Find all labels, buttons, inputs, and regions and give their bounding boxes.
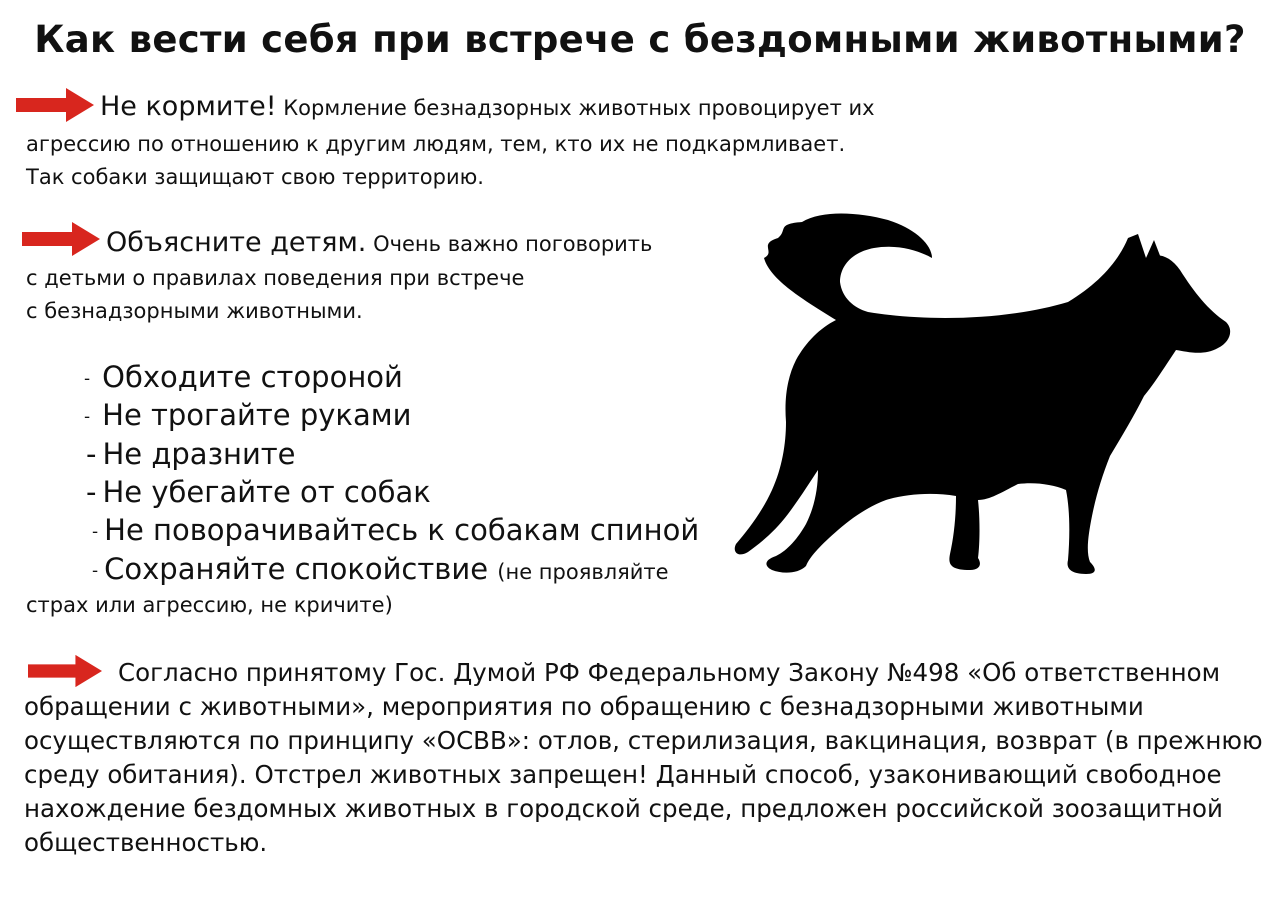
rule-item: - Обходите стороной bbox=[84, 360, 403, 394]
law-text: Согласно принятому Гос. Думой РФ Федеральному Закону №498 «Об ответственном обращении с животными», мероприятия по обращению с безнадзорными животными осуществляются по принципу «ОСВВ»: отлов, стерилизация, вакцинация, возврат (в прежнюю среду обитания). Отстрел животных запрещен! Данный способ, узаконивающий свободное нахождение бездомных животных в городской среде, предложен российской зоозащитной общественностью. bbox=[24, 658, 1263, 857]
children-text-3: с безнадзорными животными. bbox=[26, 299, 363, 323]
not-feed-text-3: Так собаки защищают свою территорию. bbox=[26, 165, 484, 189]
children-text-2: с детьми о правилах поведения при встрече bbox=[26, 266, 525, 290]
children-text-1: Очень важно поговорить bbox=[373, 232, 653, 256]
calm-note: (не проявляйте bbox=[497, 560, 669, 584]
rule-item: - Сохраняйте спокойствие (не проявляйте bbox=[92, 552, 669, 586]
page-title: Как вести себя при встрече с бездомными животными? bbox=[34, 18, 1246, 61]
rule-item: - Не убегайте от собак bbox=[86, 475, 431, 509]
arrow-right-icon bbox=[22, 222, 100, 256]
not-feed-heading: Не кормите! bbox=[100, 91, 277, 122]
calm-note-continued: страх или агрессию, не кричите) bbox=[26, 593, 393, 617]
rule-item: - Не поворачивайтесь к собакам спиной bbox=[92, 513, 700, 547]
not-feed-text-2: агрессию по отношению к другим людям, тем, кто их не подкармливает. bbox=[26, 132, 846, 156]
block-not-feed-line1 bbox=[100, 91, 875, 124]
children-heading: Объясните детям. bbox=[106, 227, 367, 258]
rule-item: - Не дразните bbox=[86, 437, 296, 471]
not-feed-text-1: Кормление безнадзорных животных провоцирует их bbox=[283, 96, 875, 120]
block-children-line1 bbox=[106, 227, 652, 260]
rule-item: - Не трогайте руками bbox=[84, 398, 412, 432]
arrow-right-icon bbox=[16, 88, 94, 122]
dog-silhouette-icon bbox=[718, 200, 1248, 590]
law-paragraph bbox=[24, 656, 1264, 860]
